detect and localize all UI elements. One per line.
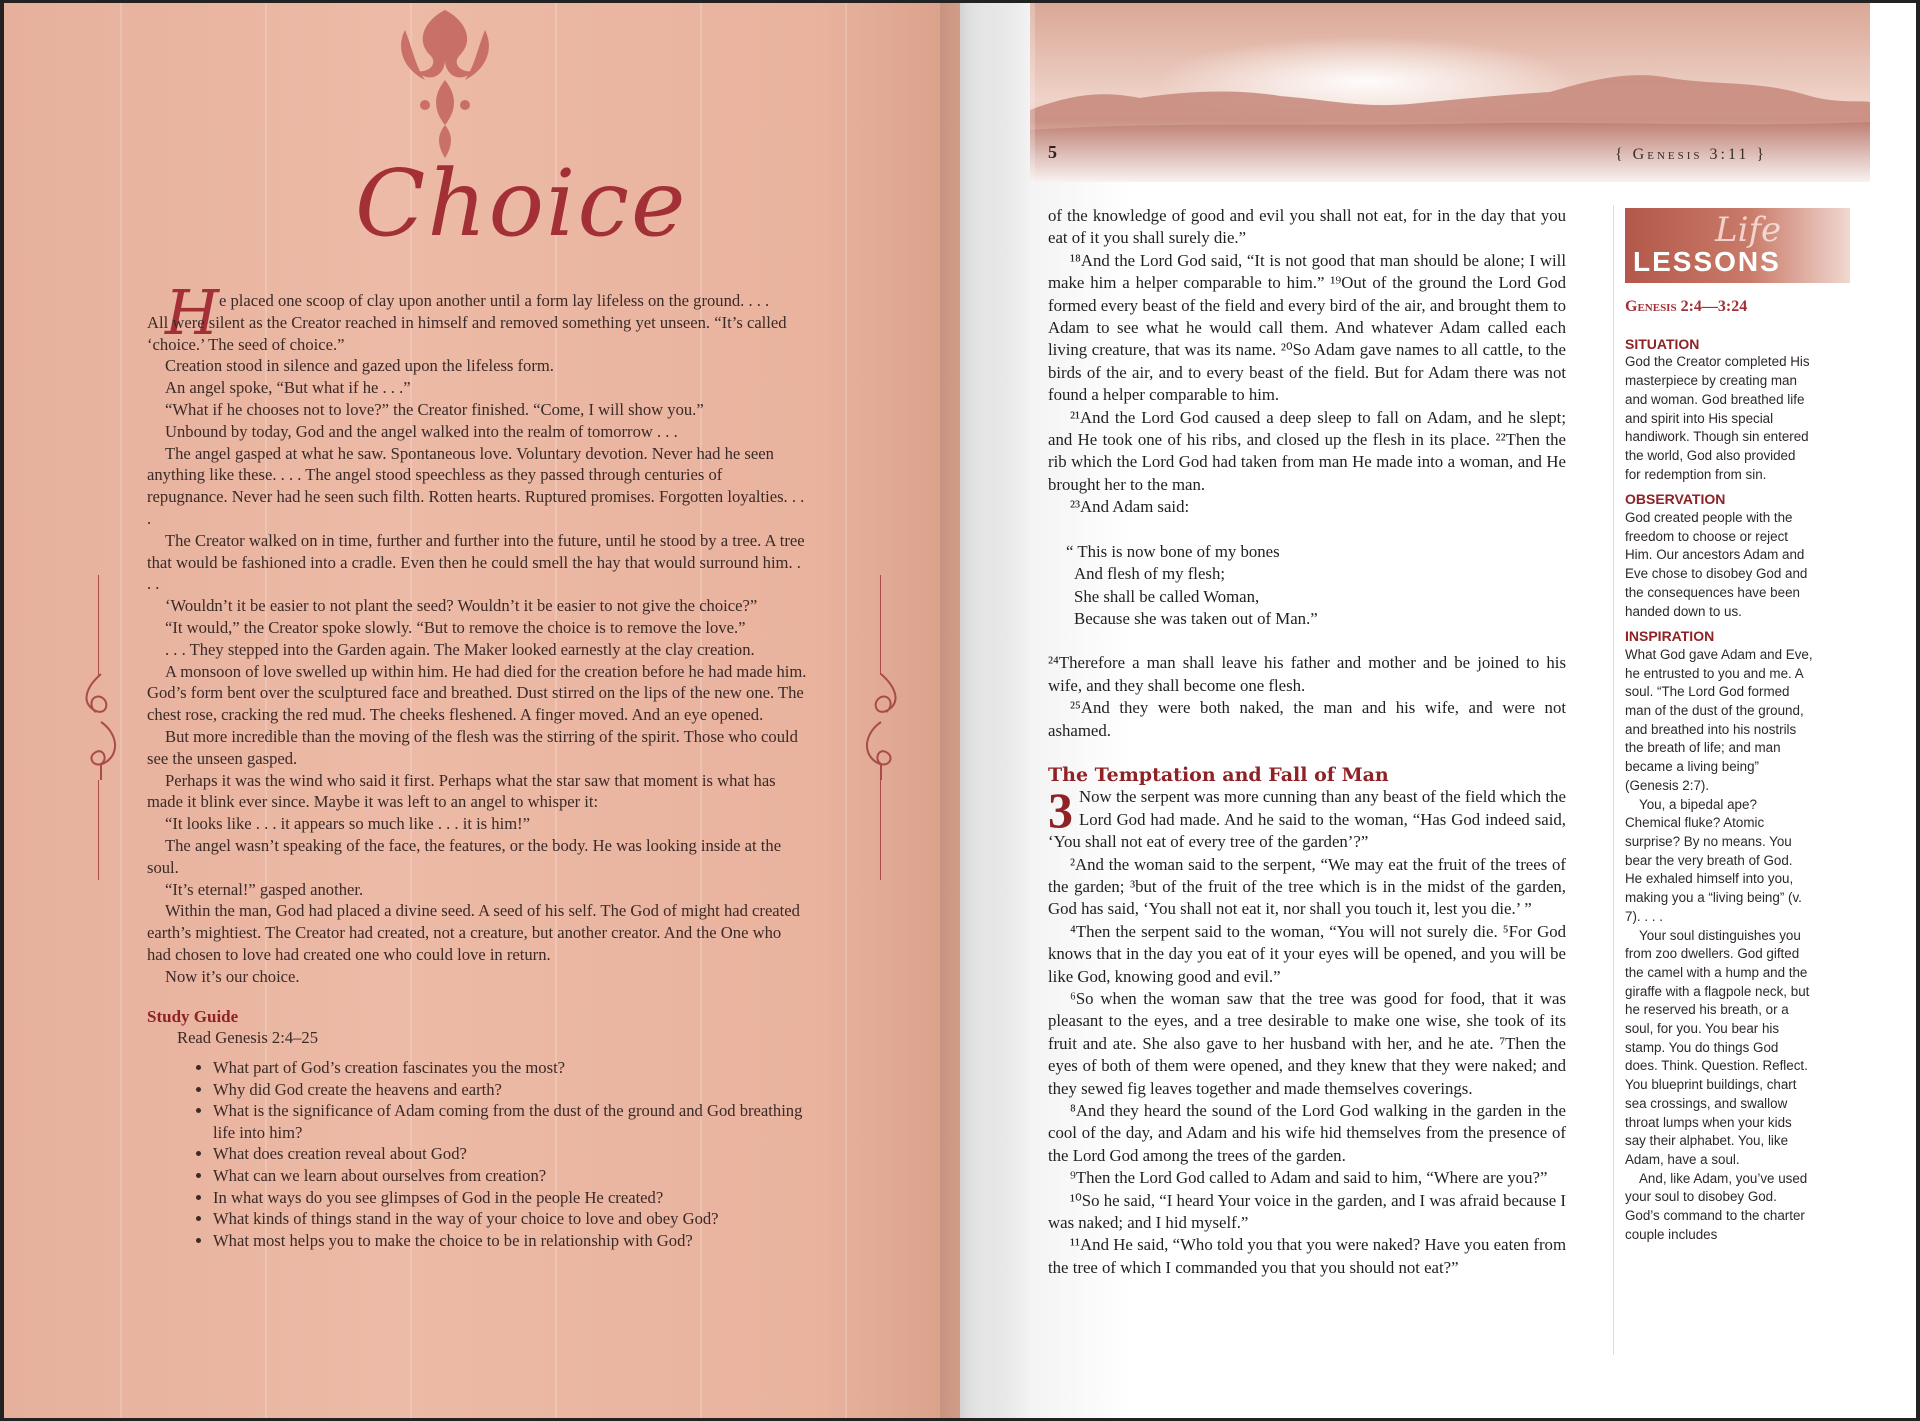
left-margin-rule	[98, 575, 99, 675]
poem-block	[1066, 541, 1566, 631]
scripture-paragraph: ⁸And they heard the sound of the Lord God walking in the garden in the cool of the day, and Adam and his wife hid themselves from the presence of the Lord God among the trees of the garden.	[1048, 1101, 1566, 1165]
poem-line: And flesh of my flesh;	[1074, 564, 1226, 584]
scroll-ornament-icon	[856, 672, 906, 782]
life-lessons-sidebar	[1625, 298, 1813, 1244]
chapter-opening-text: Now the serpent was more cunning than any beast of the field which the Lord God had made. And he said to the woman, “Has God indeed said, ‘You shall not eat of every tree of the garden’?”	[1048, 787, 1566, 852]
scripture-paragraph: ⁹Then the Lord God called to Adam and said to him, “Where are you?”	[1070, 1168, 1548, 1188]
scripture-paragraph: ²⁵And they were both naked, the man and his wife, and were not ashamed.	[1048, 698, 1566, 740]
essay-paragraph: The Creator walked on in time, further and further into the future, until he stood by a tree. A tree that would be fashioned into a cradle. Even then he could smell the hay that would surround him. . . .	[147, 530, 805, 594]
section-heading: The Temptation and Fall of Man	[1048, 763, 1389, 786]
observation-text: God created people with the freedom to choose or reject Him. Our ancestors Adam and Eve chose to disobey God and the consequences have been handed down to us.	[1625, 510, 1808, 619]
question-item: • Why did God create the heavens and earth?	[213, 1079, 807, 1101]
inspiration-paragraph: What God gave Adam and Eve, he entrusted to you and me. A soul. “The Lord God formed man of the dust of the ground, and breathed into his nostrils the breath of life; and man became a living being” (Genesis 2:7).	[1625, 646, 1813, 793]
study-guide-questions	[147, 1057, 807, 1251]
column-divider	[1613, 205, 1614, 1355]
scripture-paragraph: ¹⁰So he said, “I heard Your voice in the garden, and I was afraid because I was naked; and I hid myself.”	[1048, 1190, 1566, 1233]
scripture-paragraph: ²³And Adam said:	[1070, 497, 1190, 517]
essay-paragraph: “It would,” the Creator spoke slowly. “But to remove the choice is to remove the love.”	[165, 617, 746, 637]
question-item: • What can we learn about ourselves from creation?	[213, 1165, 807, 1187]
question-item: • What kinds of things stand in the way of your choice to love and obey God?	[213, 1208, 807, 1230]
essay-paragraph: Unbound by today, God and the angel walked into the realm of tomorrow . . .	[165, 421, 678, 441]
sidebar-reference: Genesis 2:4—3:24	[1625, 298, 1748, 315]
essay-paragraph: But more incredible than the moving of the flesh was the stirring of the spirit. Those who could see the unseen gasped.	[147, 726, 798, 768]
poem-line: Because she was taken out of Man.”	[1074, 608, 1318, 628]
essay-paragraph: Creation stood in silence and gazed upon the lifeless form.	[165, 356, 554, 376]
study-guide-heading: Study Guide	[147, 1006, 239, 1026]
inspiration-paragraph: You, a bipedal ape? Chemical fluke? Atomic surprise? By no means. You bear the very breath of God. He exhaled himself into you, making you a “living being” (v. 7). . . .	[1625, 796, 1802, 924]
right-margin-rule	[880, 575, 881, 675]
essay-paragraph: “What if he chooses not to love?” the Creator finished. “Come, I will show you.”	[165, 399, 704, 419]
essay-paragraph: Within the man, God had placed a divine seed. A seed of his self. The God of might had created earth’s mightiest. The Creator had created, not a creature, but another creator. And the One who had chosen to love had created one who could love in return.	[147, 901, 800, 964]
essay-text	[147, 290, 807, 1251]
question-item: • What most helps you to make the choice to be in relationship with God?	[213, 1230, 807, 1252]
essay-paragraph: “It’s eternal!” gasped another.	[165, 879, 364, 899]
essay-paragraph: . . . They stepped into the Garden again. The Maker looked earnestly at the clay creation.	[165, 639, 755, 659]
poem-line: She shall be called Woman,	[1074, 586, 1260, 606]
page-number: 5	[1048, 142, 1057, 162]
essay-paragraph: An angel spoke, “But what if he . . .”	[165, 378, 411, 398]
essay-paragraph: The angel gasped at what he saw. Spontaneous love. Voluntary devotion. Never had he seen anything like these. . . . The angel stood speechless as they passed through centuries of repugnance. Never had he seen such filth. Rotten hearts. Ruptured promises. Forgotten loyalties. . . .	[147, 443, 805, 528]
inspiration-paragraph: And, like Adam, you’ve used your soul to disobey God. God’s command to the charter couple includes	[1625, 1170, 1808, 1242]
scripture-paragraph: ¹⁸And the Lord God said, “It is not good that man should be alone; I will make him a helper comparable to him.” ¹⁹Out of the ground the Lord God formed every beast of the field and every bird of the air, and brought them to Adam to see what he would call them. And whatever Adam called each living creature, that was its name. ²⁰So Adam gave names to all cattle, to the birds of the air, and to every beast of the field. But for Adam there was not found a helper comparable to him.	[1048, 250, 1566, 405]
scripture-paragraph: of the knowledge of good and evil you shall not eat, for in the day that you eat of it you shall surely die.”	[1048, 206, 1566, 248]
essay-paragraph: All were silent as the Creator reached in himself and removed something yet unseen. “It’s called ‘choice.’ The seed of choice.”	[147, 312, 787, 354]
book-gutter	[940, 0, 1035, 1421]
essay-paragraph: e placed one scoop of clay upon another until a form lay lifeless on the ground. . . .	[219, 291, 770, 310]
scripture-paragraph: ⁶So when the woman saw that the tree was good for food, that it was pleasant to the eyes, and a tree desirable to make one wise, she took of its fruit and ate. She also gave to her husband with her, and he ate. ⁷Then the eyes of both of them were opened, and they knew that they were naked; and they sewed fig leaves together and made themselves coverings.	[1048, 989, 1566, 1098]
question-item: • What does creation reveal about God?	[213, 1143, 807, 1165]
page-title: Choice	[355, 150, 688, 257]
scripture-paragraph: ¹¹And He said, “Who told you that you were naked? Have you eaten from the tree of which I commanded you that you should not eat?”	[1048, 1235, 1566, 1277]
scripture-column	[1048, 205, 1566, 1279]
essay-paragraph: ‘Wouldn’t it be easier to not plant the seed? Wouldn’t it be easier to not give the choice?”	[165, 596, 758, 616]
essay-paragraph: Perhaps it was the wind who said it first. Perhaps what the star saw that moment is what has made it blink ever since. Maybe it was left to an angel to whisper it:	[147, 770, 776, 812]
inspiration-paragraph: Your soul distinguishes you from zoo dwellers. God gifted the camel with a hump and the giraffe with a flagpole neck, but he reserved his breath, or a soul, for you. You bear his stamp. You do things God does. Think. Question. Reflect. You blueprint buildings, chart sea crossings, and swallow throat lumps when your kids say their alphabet. You, like Adam, have a soul.	[1625, 927, 1810, 1167]
situation-text: God the Creator completed His masterpiece by creating man and woman. God breathed life and spirit into His special handiwork. Though sin entered the world, God also provided for redemption from sin.	[1625, 354, 1810, 482]
essay-paragraph: “It looks like . . . it appears so much like . . . it is him!”	[165, 814, 530, 834]
right-page	[960, 0, 1920, 1421]
scripture-paragraph: ⁴Then the serpent said to the woman, “You will not surely die. ⁵For God knows that in the day you eat of it your eyes will be opened, and you will be like God, knowing good and evil.”	[1048, 921, 1566, 986]
question-item: • What part of God’s creation fascinates you the most?	[213, 1057, 807, 1079]
study-guide-reading: Read Genesis 2:4–25	[177, 1028, 319, 1048]
observation-heading: OBSERVATION	[1625, 491, 1726, 508]
chapter-number: 3	[1048, 782, 1073, 839]
flourish-ornament-icon	[385, 0, 505, 165]
question-item: • What is the significance of Adam coming from the dust of the ground and God breathing life into him?	[213, 1100, 807, 1143]
scripture-paragraph: ²¹And the Lord God caused a deep sleep to fall on Adam, and he slept; and He took one of his ribs, and closed up the flesh in its place. ²²Then the rib which the Lord God had taken from man He made into a woman, and He brought her to the man.	[1048, 407, 1566, 494]
running-head: { Genesis 3:11 }	[1615, 146, 1768, 163]
essay-paragraph: The angel wasn’t speaking of the face, the features, or the body. He was looking inside at the soul.	[147, 835, 782, 877]
situation-heading: SITUATION	[1625, 335, 1700, 352]
scripture-paragraph	[1048, 782, 1566, 853]
essay-paragraph: A monsoon of love swelled up within him. He had died for the creation before he had made him. God’s form bent over the sculptured face and breathed. Dust stirred on the lips of the new one. The chest rose, cracking the red mud. The cheeks fleshened. A finger moved. And an eye opened.	[147, 661, 807, 725]
scroll-ornament-icon	[76, 672, 126, 782]
drop-cap: H	[165, 276, 220, 349]
poem-line: “ This is now bone of my bones	[1066, 541, 1280, 561]
banner-life-word: Life	[1715, 210, 1782, 250]
life-lessons-banner	[1625, 208, 1850, 283]
left-margin-rule	[98, 780, 99, 880]
essay-paragraph: Now it’s our choice.	[165, 966, 300, 986]
scripture-paragraph: ²⁴Therefore a man shall leave his father and mother and be joined to his wife, and they shall become one flesh.	[1048, 653, 1566, 695]
banner-lessons-word: LESSONS	[1633, 246, 1781, 277]
question-item: • In what ways do you see glimpses of God in the people He created?	[213, 1187, 807, 1209]
scripture-paragraph: ²And the woman said to the serpent, “We may eat the fruit of the trees of the garden; ³but of the fruit of the tree which is in the midst of the garden, God has said, ‘You shall not eat it, nor shall you touch it, lest you die.’ ”	[1048, 854, 1566, 919]
inspiration-heading: INSPIRATION	[1625, 628, 1715, 645]
right-margin-rule	[880, 780, 881, 880]
